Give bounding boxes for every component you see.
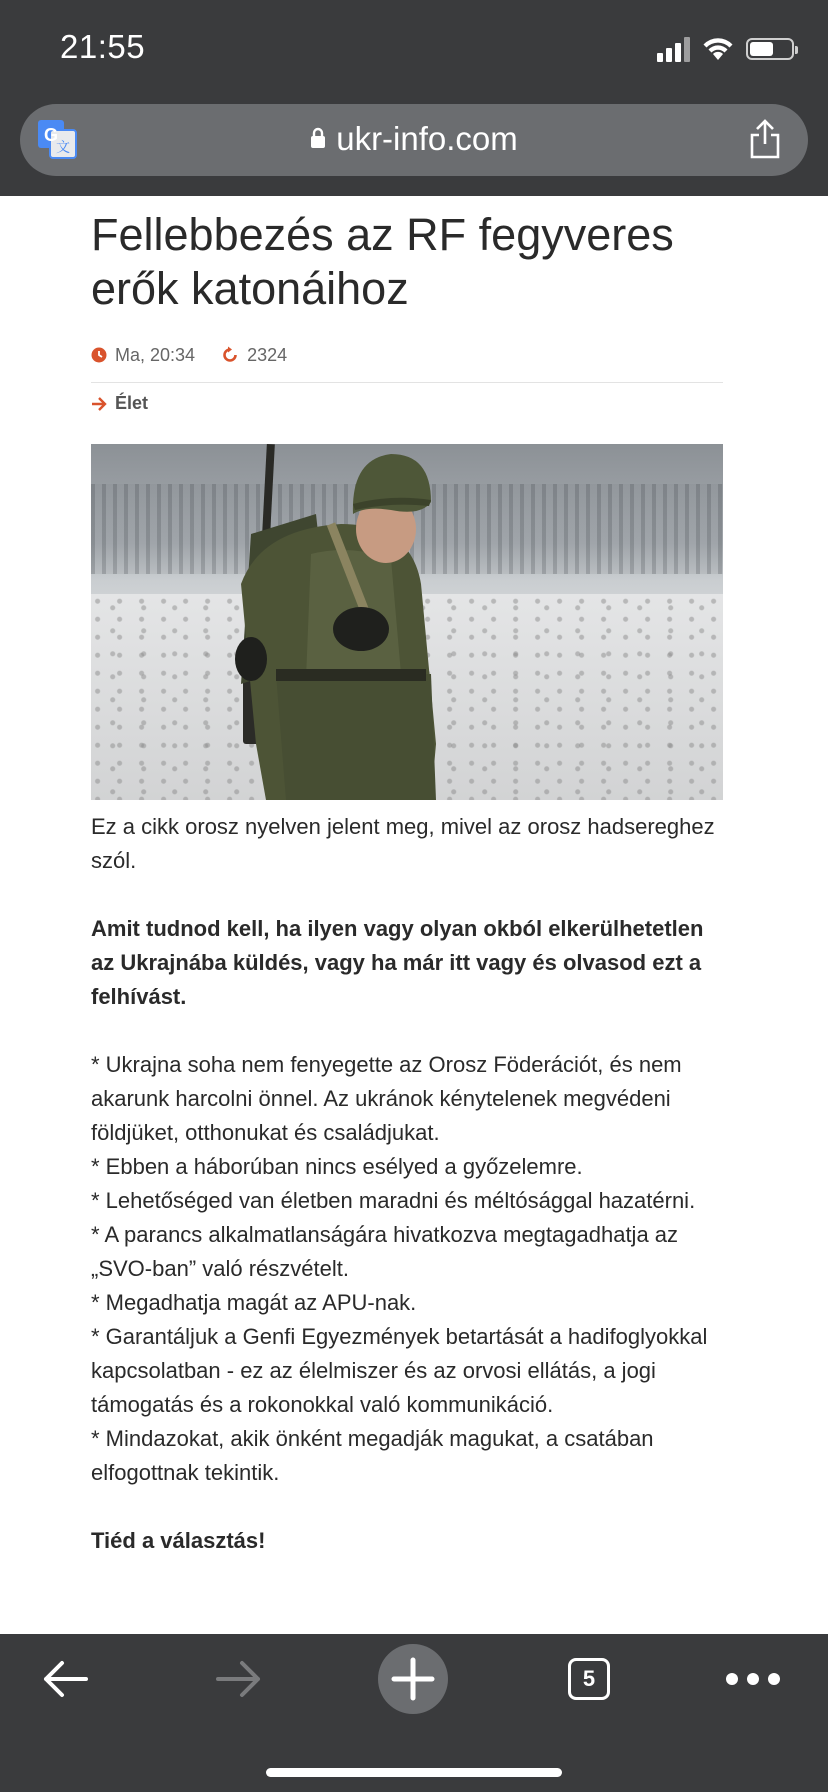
browser-top-chrome: [0, 0, 828, 196]
svg-text:文: 文: [56, 139, 70, 155]
back-button[interactable]: [30, 1634, 100, 1724]
bold-paragraph: Amit tudnod kell, ha ilyen vagy olyan okból elkerülhetetlen az Ukrajnába küldés, vagy ha már itt vagy és olvasod ezt a felhívást.: [91, 916, 704, 1009]
publish-time: [91, 345, 195, 366]
view-count-text: 2324: [247, 344, 288, 365]
view-count: [221, 345, 287, 366]
category-link[interactable]: [91, 393, 723, 414]
status-time: 21:55: [60, 28, 146, 65]
meta-divider: [91, 382, 723, 383]
views-icon: [221, 346, 239, 364]
tabs-button[interactable]: [566, 1634, 612, 1724]
back-icon: [40, 1659, 90, 1699]
address-bar[interactable]: [20, 104, 808, 176]
bullet-item: * Lehetőséged van életben maradni és méltósággal hazatérni.: [91, 1188, 696, 1213]
clock-icon: [91, 347, 107, 363]
soldier-image: [91, 444, 723, 800]
intro-paragraph: Ez a cikk orosz nyelven jelent meg, mivel az orosz hadsereghez szól.: [91, 814, 715, 873]
bullet-list: [91, 1048, 723, 1490]
browser-toolbar: [0, 1634, 828, 1792]
wifi-icon: [702, 36, 734, 62]
tab-count: 5: [568, 1658, 610, 1700]
svg-text:G: G: [43, 125, 59, 145]
bullet-item: * Ebben a háborúban nincs esélyed a győzelemre.: [91, 1154, 583, 1179]
battery-icon: [746, 38, 794, 60]
bullet-item: * Garantáljuk a Genfi Egyezmények betartását a hadifoglyokkal kapcsolatban - ez az élelmiszer és az orvosi ellátás, a jogi támogatás és a rokonokkal való kommunikáció.: [91, 1324, 708, 1417]
arrow-right-icon: [91, 397, 107, 411]
status-icons: [657, 34, 794, 64]
home-indicator: [266, 1768, 562, 1777]
article: [91, 196, 723, 1558]
article-hero-image: [91, 444, 723, 800]
publish-time-text: Ma, 20:34: [115, 344, 196, 365]
category-label[interactable]: Élet: [115, 393, 149, 413]
bullet-item: * Megadhatja magát az APU-nak.: [91, 1290, 417, 1315]
forward-icon: [214, 1659, 264, 1699]
url-text: ukr-info.com: [336, 120, 518, 157]
plus-icon: [391, 1657, 435, 1701]
more-icon: [725, 1672, 781, 1686]
article-title: Fellebbezés az RF fegyveres erők katonáihoz: [91, 209, 674, 314]
share-icon[interactable]: [748, 118, 782, 160]
bullet-item: * Ukrajna soha nem fenyegette az Orosz Föderációt, és nem akarunk harcolni önnel. Az ukránok kénytelenek megvédeni földjüket, otthonukat és családjukat.: [91, 1052, 682, 1145]
new-tab-button[interactable]: [378, 1634, 448, 1724]
article-meta: [91, 344, 723, 366]
lock-icon: [310, 127, 326, 149]
more-button[interactable]: [718, 1634, 788, 1724]
url-display[interactable]: [20, 120, 808, 158]
closing-line: Tiéd a választás!: [91, 1528, 266, 1553]
bullet-item: * A parancs alkalmatlanságára hivatkozva megtagadhatja az „SVO-ban” való részvételt.: [91, 1222, 679, 1281]
cellular-signal-icon: [657, 36, 690, 62]
forward-button[interactable]: [204, 1634, 274, 1724]
bullet-item: * Mindazokat, akik önként megadják magukat, a csatában elfogottnak tekintik.: [91, 1426, 654, 1485]
